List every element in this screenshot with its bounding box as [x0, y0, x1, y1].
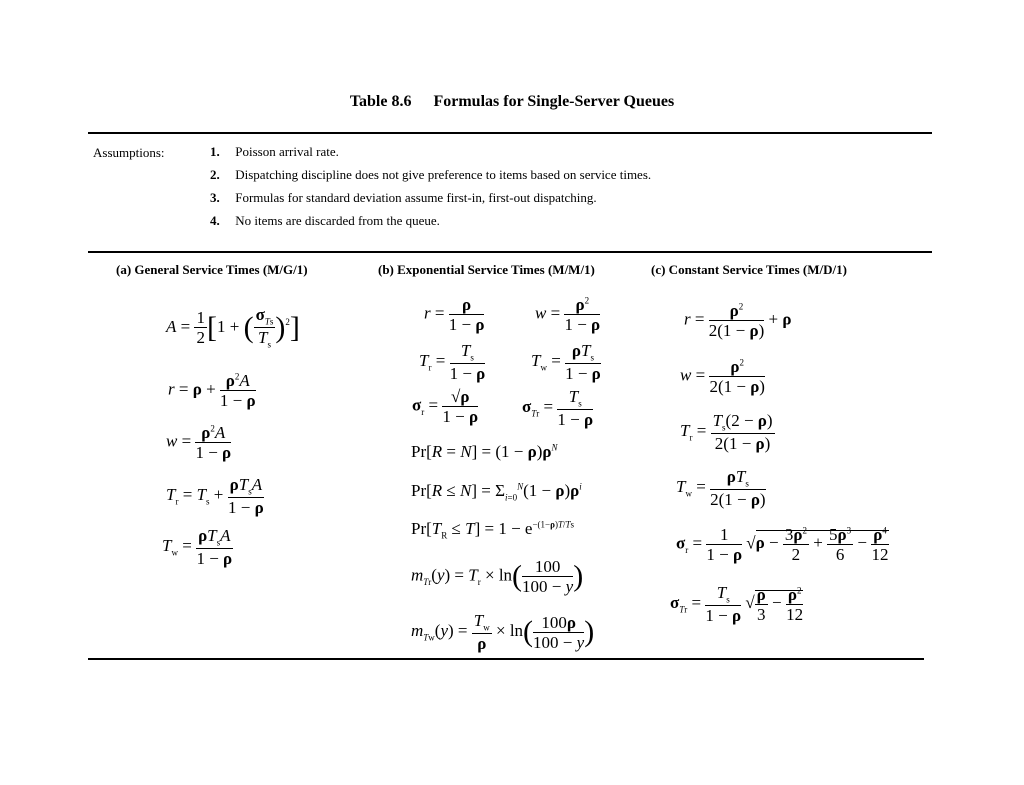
formula-b-Tr: $T_r$ = $\frac{T_s}{1 - \rho}$: [419, 341, 486, 384]
formula-c-Tr: $T_r$ = $\frac{T_s(2 - \rho)}{2(1 - \rho)}$: [680, 411, 773, 454]
formula-c-r: r = $\frac{\rho^2}{2(1 - \rho)}$ + ρ: [684, 301, 792, 340]
formula-b-r: r = $\frac{\rho}{1 - \rho}$: [424, 295, 485, 334]
assumption-item: [210, 191, 651, 214]
column-heading-general: (a) General Service Times (M/G/1): [116, 262, 308, 277]
assumption-num: 1.: [210, 144, 220, 159]
formula-c-Tw: $T_w$ = $\frac{\rho T_s}{2(1 - \rho)}$: [676, 467, 766, 510]
assumption-text: No items are discarded from the queue.: [235, 213, 440, 228]
formula-a-A: A = $\frac{1}{2}$ [1 + ( $\frac{\sigma_{Ts}}{T_s}$ )$^2$]: [166, 305, 300, 350]
top-rule: [88, 132, 932, 134]
middle-rule: [88, 251, 932, 253]
assumptions-label: Assumptions:: [93, 145, 165, 160]
column-heading-constant: (c) Constant Service Times (M/D/1): [651, 262, 847, 277]
assumption-text: Dispatching discipline does not give preference to items based on service times.: [235, 167, 652, 182]
formula-a-w: w = $\frac{\rho^2A}{1 - \rho}$: [166, 423, 232, 462]
assumption-num: 3.: [210, 190, 220, 205]
formula-b-pr-eq: $Pr[R = N] = (1 - \rho)\rho^N$: [411, 442, 558, 461]
formula-b-sigma-Tr: $\sigma_{Tr}$ = $\frac{T_s}{1 - \rho}$: [522, 387, 594, 430]
assumption-item: [210, 214, 651, 237]
formula-b-pr-t: $Pr[T_R \le T] = 1 - e^{-(1-\rho)T/Ts}$: [411, 519, 575, 541]
formula-a-r: r = ρ + $\frac{\rho^2A}{1 - \rho}$: [168, 371, 256, 410]
column-heading-exponential: (b) Exponential Service Times (M/M/1): [378, 262, 595, 277]
assumption-text: Poisson arrival rate.: [235, 144, 339, 159]
table-title-text: Formulas for Single-Server Queues: [433, 93, 675, 110]
assumption-num: 2.: [210, 167, 220, 182]
assumption-text: Formulas for standard deviation assume first-in, first-out dispatching.: [235, 190, 597, 205]
formula-b-Tw: $T_w$ = $\frac{\rho T_s}{1 - \rho}$: [531, 341, 601, 384]
formula-a-Tw: $T_w$ = $\frac{\rho T_sA}{1 - \rho}$: [162, 526, 233, 569]
table-title: [0, 93, 1024, 111]
formula-b-m-tr: $m_{Tr}(y) = T_r \times \ln$( $\frac{100}{100 - y}$ ): [411, 557, 584, 596]
table-number: Table 8.6: [349, 93, 412, 110]
formula-b-w: w = $\frac{\rho^2}{1 - \rho}$: [535, 295, 601, 334]
assumptions-list: [210, 145, 651, 237]
formula-c-w: w = $\frac{\rho^2}{2(1 - \rho)}$: [680, 357, 765, 396]
assumption-item: [210, 168, 651, 191]
formula-a-Tr: $T_r = T_s$ + $\frac{\rho T_sA}{1 - \rho}$: [166, 475, 264, 518]
formula-b-m-tw: $m_{Tw}(y)$ = $\frac{T_w}{\rho}$ × ln( $\frac{100\rho}{100 - y}$ ): [411, 611, 595, 654]
formula-c-sigma-Tr: $\sigma_{Tr}$ = $\frac{T_s}{1 - \rho}$ √ $\frac{\rho}{3}$ − $\frac{\rho^2}{12}$: [670, 583, 804, 626]
formula-c-sigma-r: $\sigma_r$ = $\frac{1}{1 - \rho}$ √ρ − $\frac{3\rho^2}{2}$ + $\frac{5\rho^3}{6}$ − $\frac{\rho^4}{12}$: [676, 525, 889, 564]
bottom-rule: [88, 658, 924, 660]
assumption-item: [210, 145, 651, 168]
formula-b-pr-le: $Pr[R \le N] = \Sigma_{i=0}^N(1 - \rho)\rho^i$: [411, 481, 582, 503]
formula-b-sigma-r: $\sigma_r$ = $\frac{√\rho}{1 - \rho}$: [412, 387, 479, 426]
assumption-num: 4.: [210, 213, 220, 228]
